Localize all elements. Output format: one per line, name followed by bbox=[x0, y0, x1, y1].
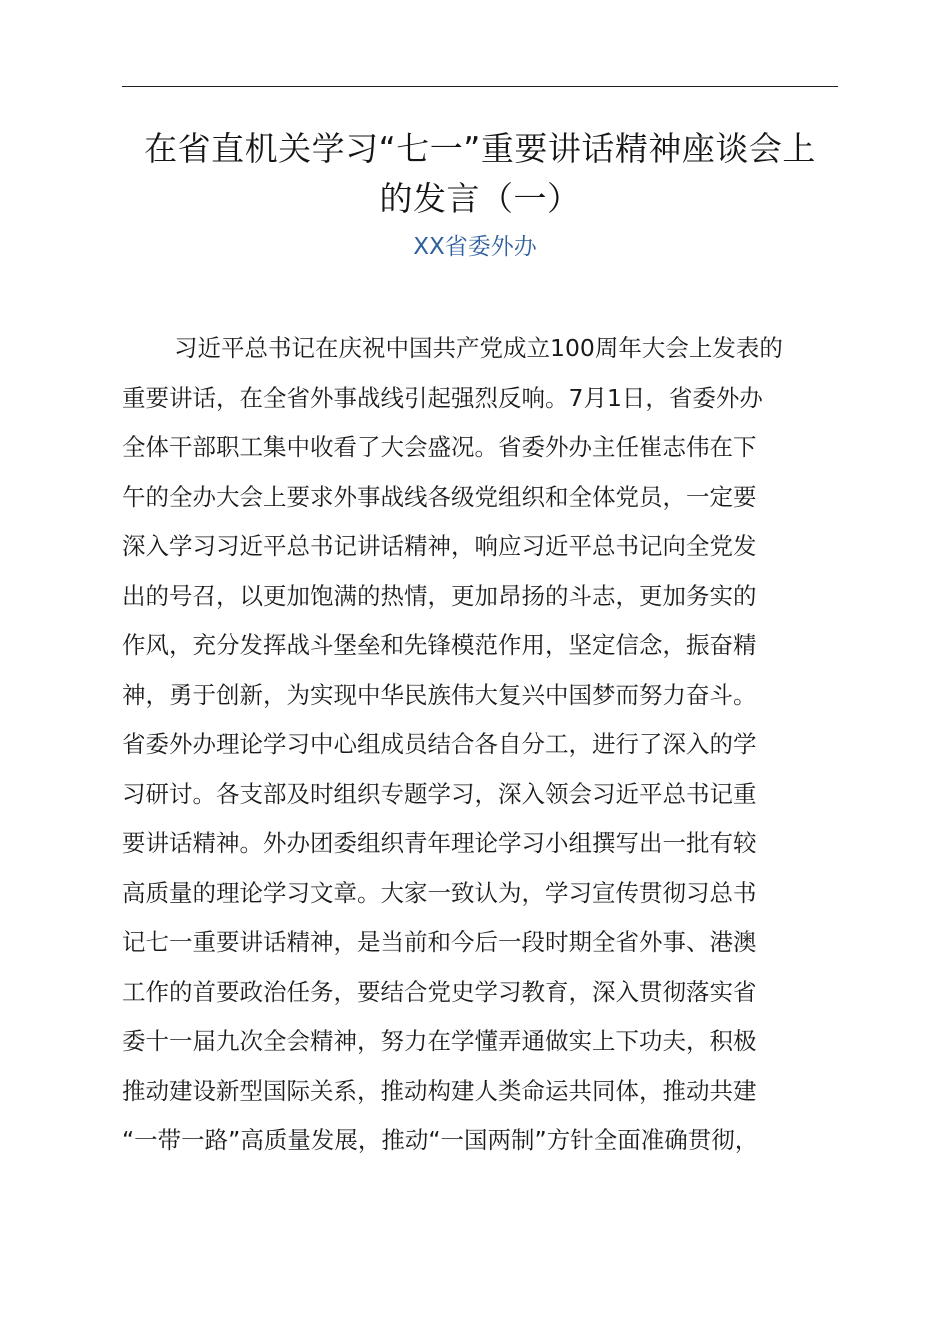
paragraph-line: “一带一路”高质量发展，推动“一国两制”方针全面准确贯彻， bbox=[122, 1126, 759, 1154]
paragraph-line: 作风，充分发挥战斗堡垒和先锋模范作用，坚定信念，振奋精 bbox=[122, 631, 757, 659]
paragraph-line: 要讲话精神。外办团委组织青年理论学习小组撰写出一批有较 bbox=[122, 829, 757, 857]
paragraph-line: 委十一届九次全会精神，努力在学懂弄通做实上下功夫，积极 bbox=[122, 1027, 757, 1055]
title-line-1: 在省直机关学习“七一”重要讲话精神座谈会上 bbox=[144, 129, 816, 168]
body-paragraph bbox=[122, 324, 842, 1166]
paragraph-line: 重要讲话，在全省外事战线引起强烈反响。7月1日，省委外办 bbox=[122, 383, 763, 412]
paragraph-line: 出的号召，以更加饱满的热情，更加昂扬的斗志，更加务实的 bbox=[122, 581, 757, 610]
paragraph-line: 深入学习习近平总书记讲话精神，响应习近平总书记向全党发 bbox=[122, 532, 757, 560]
paragraph-line: 高质量的理论学习文章。大家一致认为，学习宣传贯彻习总书 bbox=[122, 878, 757, 907]
paragraph-line: 全体干部职工集中收看了大会盛况。省委外办主任崔志伟在下 bbox=[122, 433, 757, 461]
paragraph-line: 神，勇于创新，为实现中华民族伟大复兴中国梦而努力奋斗。 bbox=[122, 680, 757, 709]
paragraph-line: 省委外办理论学习中心组成员结合各自分工，进行了深入的学 bbox=[122, 730, 757, 758]
author-line: XX省委外办 bbox=[413, 234, 537, 260]
paragraph-line: 午的全办大会上要求外事战线各级党组织和全体党员，一定要 bbox=[122, 482, 757, 511]
paragraph-line: 推动建设新型国际关系，推动构建人类命运共同体，推动共建 bbox=[122, 1076, 757, 1105]
header-rule bbox=[122, 86, 838, 87]
document-title bbox=[112, 124, 848, 224]
paragraph-line: 习研讨。各支部及时组织专题学习，深入领会习近平总书记重 bbox=[122, 779, 757, 808]
paragraph-line: 习近平总书记在庆祝中国共产党成立100周年大会上发表的 bbox=[174, 334, 783, 362]
paragraph-line: 记七一重要讲话精神，是当前和今后一段时期全省外事、港澳 bbox=[122, 928, 757, 956]
title-line-2: 的发言（一） bbox=[379, 179, 581, 218]
paragraph-line: 工作的首要政治任务，要结合党史学习教育，深入贯彻落实省 bbox=[122, 977, 757, 1006]
